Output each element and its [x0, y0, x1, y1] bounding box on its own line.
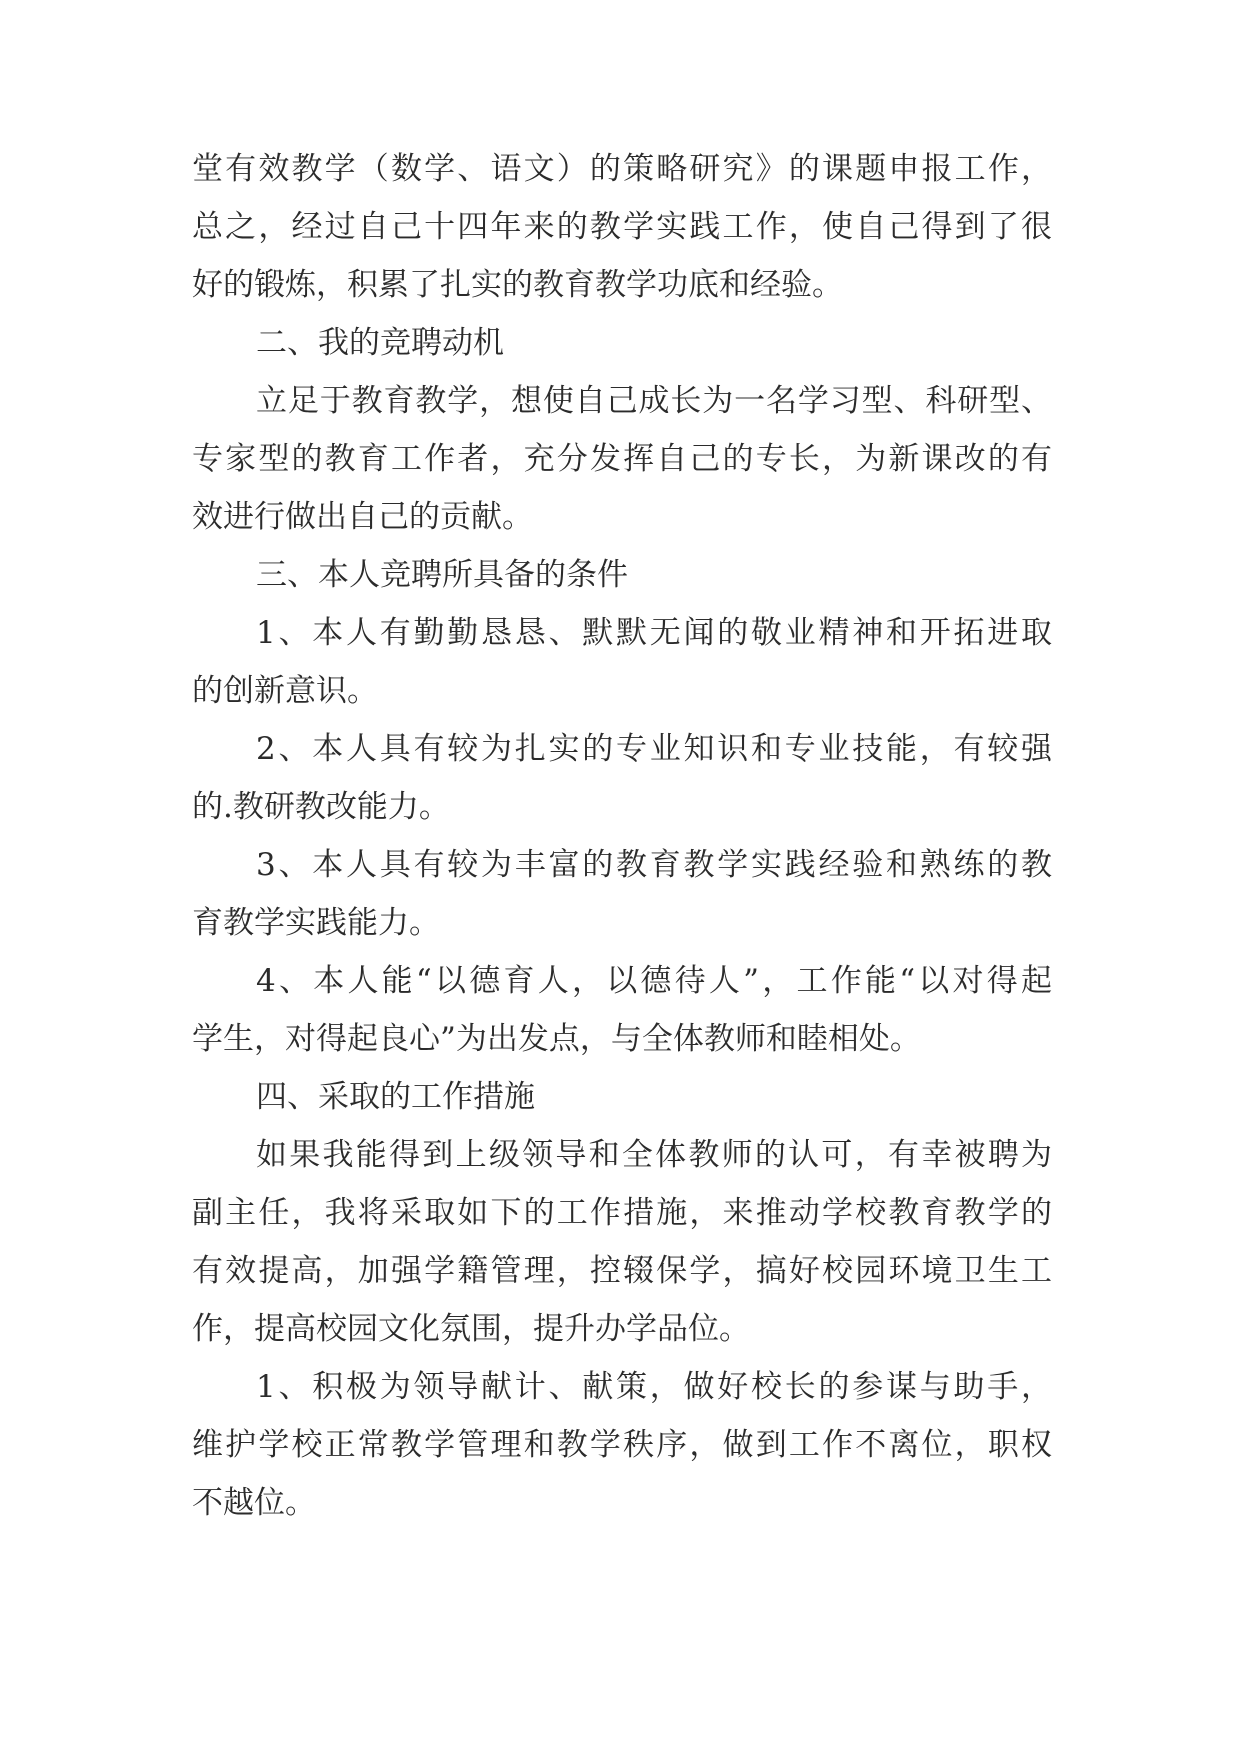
- text-line: 维护学校正常教学管理和教学秩序，做到工作不离位，职权: [192, 1427, 1052, 1463]
- text-line: 育教学实践能力。: [192, 905, 440, 941]
- text-line: 如果我能得到上级领导和全体教师的认可，有幸被聘为: [256, 1137, 1052, 1173]
- text-line: 总之，经过自己十四年来的教学实践工作，使自己得到了很: [192, 209, 1052, 245]
- text-line: 1、积极为领导献计、献策，做好校长的参谋与助手，: [256, 1369, 1052, 1405]
- text-line: 3、本人具有较为丰富的教育教学实践经验和熟练的教: [256, 847, 1052, 883]
- section-heading: 二、我的竞聘动机: [256, 325, 504, 361]
- text-line: 作，提高校园文化氛围，提升办学品位。: [192, 1311, 750, 1347]
- text-line: 不越位。: [192, 1485, 316, 1521]
- text-line: 的.教研教改能力。: [192, 789, 450, 825]
- text-line: 的创新意识。: [192, 673, 378, 709]
- text-line: 副主任，我将采取如下的工作措施，来推动学校教育教学的: [192, 1195, 1052, 1231]
- section-heading: 四、采取的工作措施: [256, 1079, 535, 1115]
- text-line: 有效提高，加强学籍管理，控辍保学，搞好校园环境卫生工: [192, 1253, 1052, 1289]
- text-line: 4、本人能“以德育人，以德待人”，工作能“以对得起: [256, 963, 1052, 999]
- text-line: 效进行做出自己的贡献。: [192, 499, 533, 535]
- text-line: 立足于教育教学，想使自己成长为一名学习型、科研型、: [256, 383, 1052, 419]
- section-heading: 三、本人竞聘所具备的条件: [256, 557, 628, 593]
- text-line: 专家型的教育工作者，充分发挥自己的专长，为新课改的有: [192, 441, 1052, 477]
- text-line: 2、本人具有较为扎实的专业知识和专业技能，有较强: [256, 731, 1052, 767]
- text-line: 学生，对得起良心”为出发点，与全体教师和睦相处。: [192, 1021, 921, 1057]
- text-line: 堂有效教学（数学、语文）的策略研究》的课题申报工作，: [192, 151, 1052, 187]
- text-line: 好的锻炼，积累了扎实的教育教学功底和经验。: [192, 267, 843, 303]
- text-line: 1、本人有勤勤恳恳、默默无闻的敬业精神和开拓进取: [256, 615, 1052, 651]
